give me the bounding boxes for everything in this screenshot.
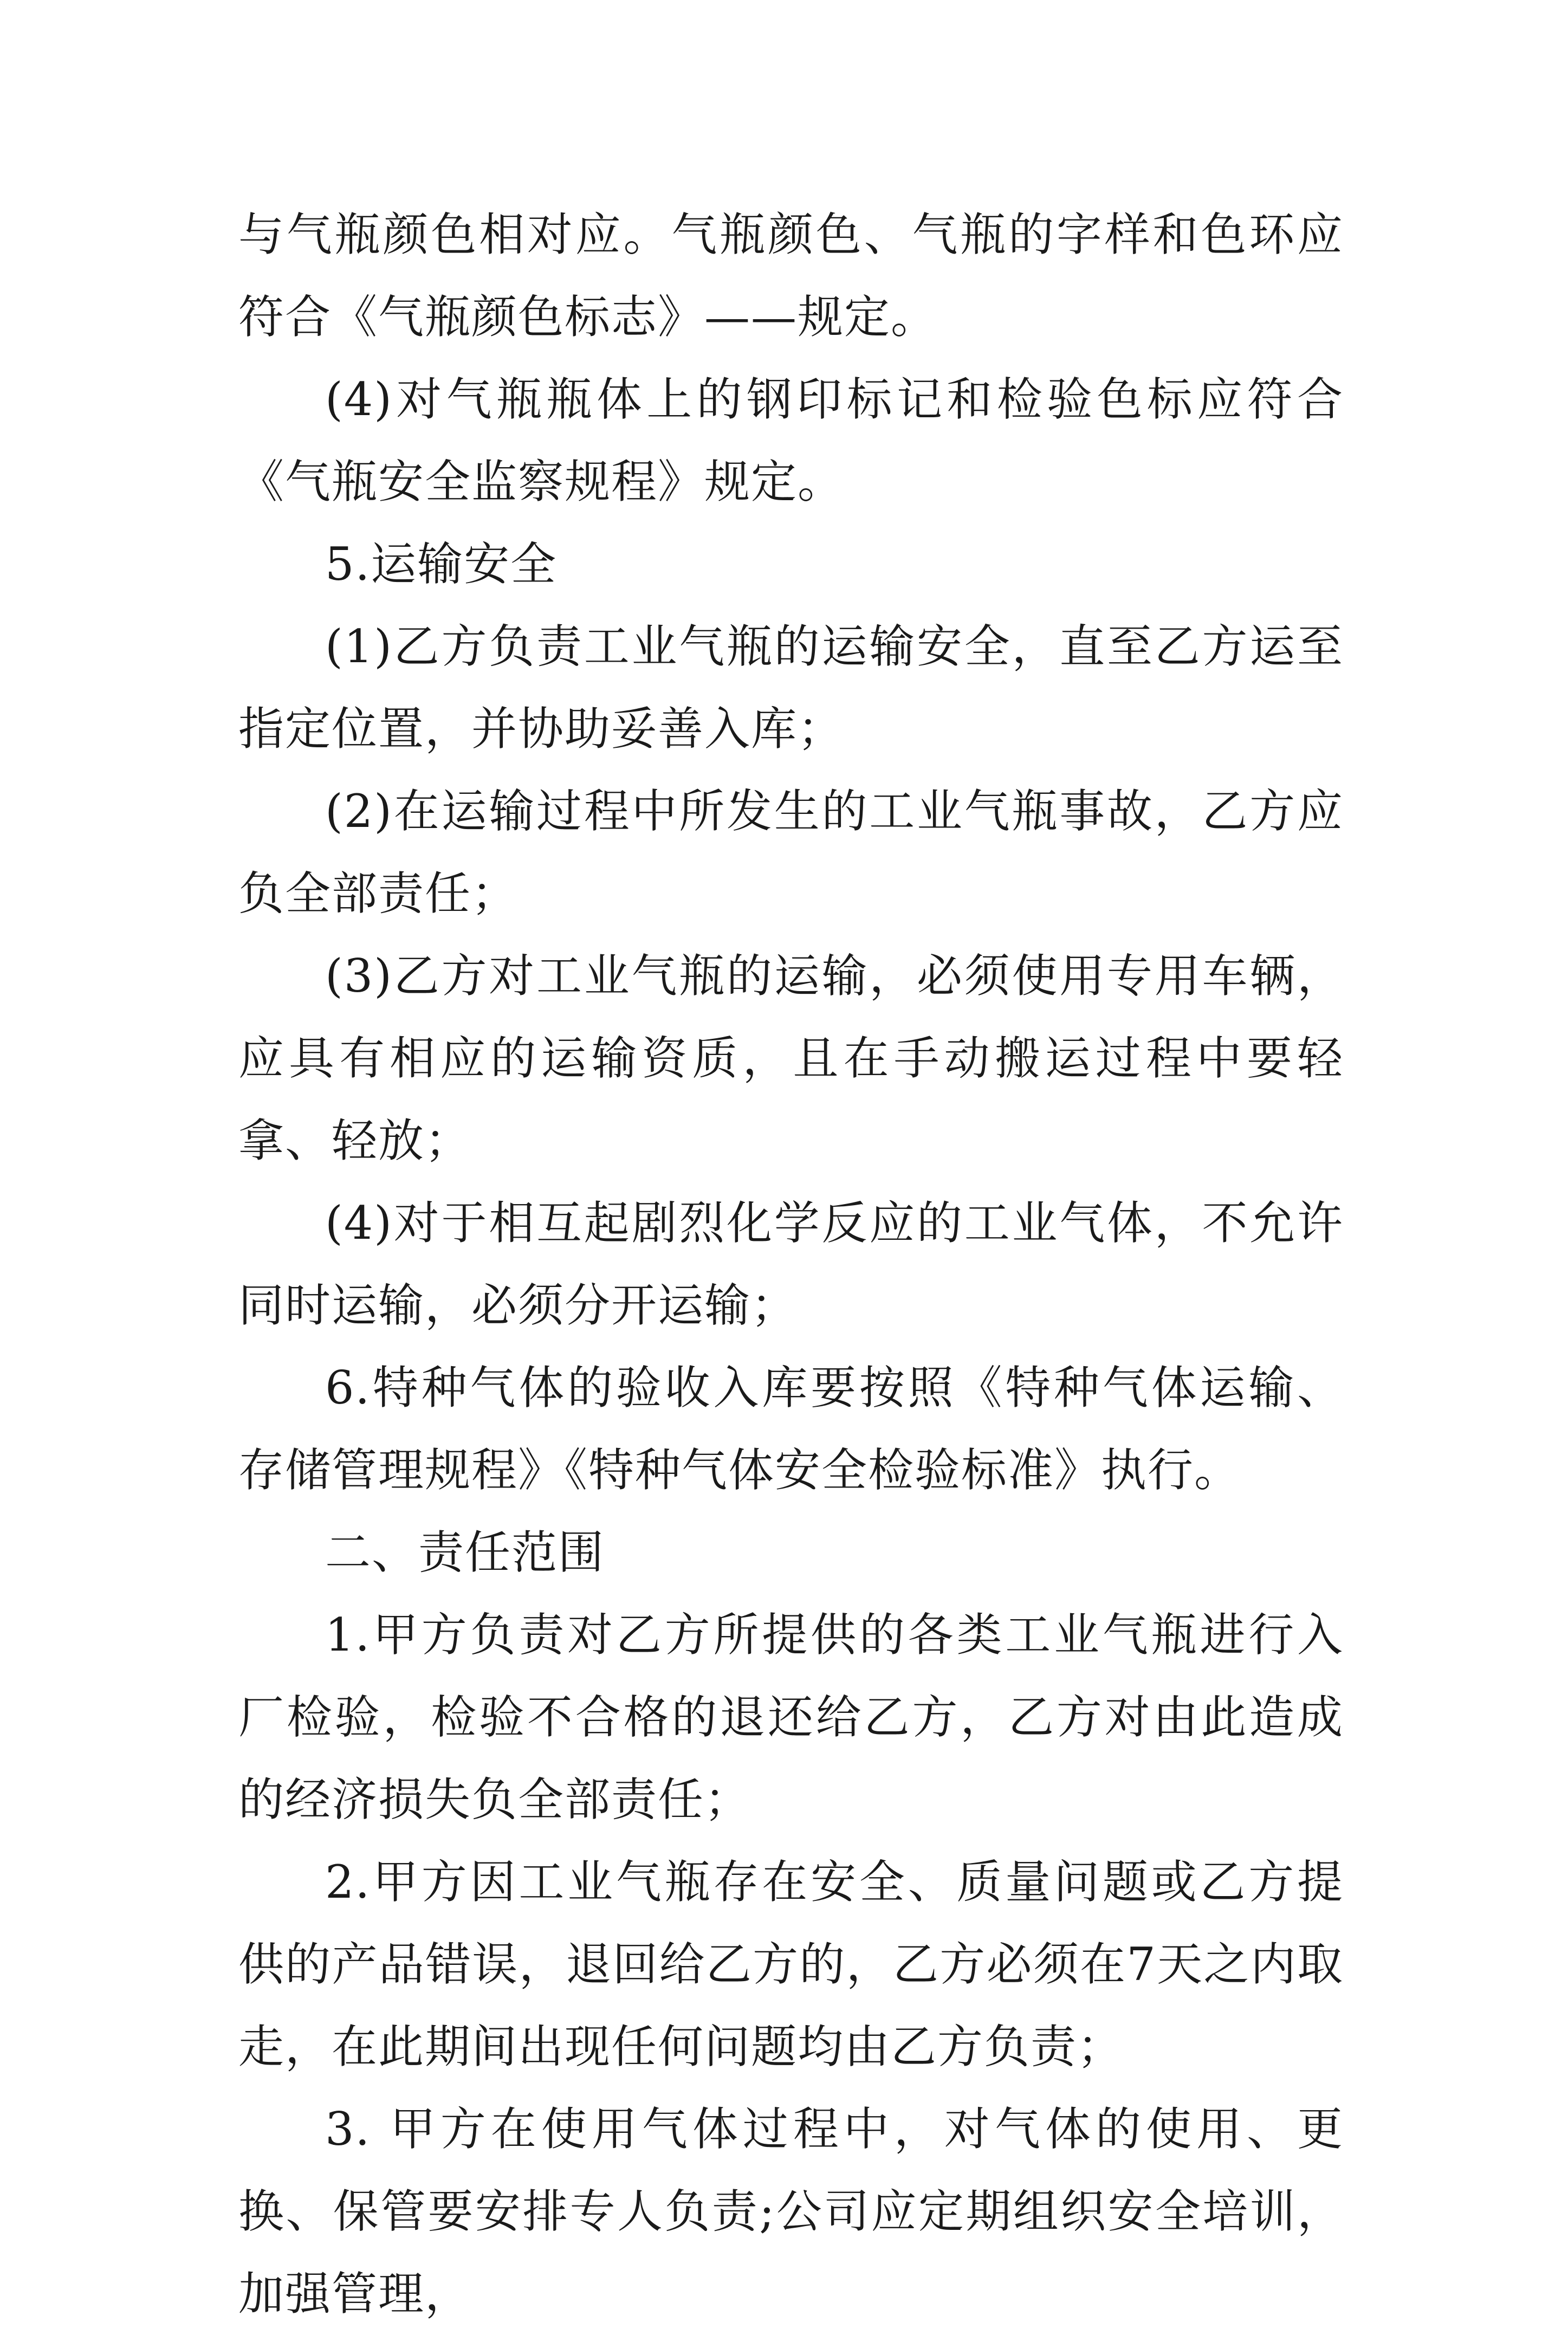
paragraph-item-4-separate: (4)对于相互起剧烈化学反应的工业气体，不允许同时运输，必须分开运输；: [238, 1196, 1344, 1332]
paragraph-item-2-accident: (2)在运输过程中所发生的工业气瓶事故，乙方应负全部责任；: [238, 785, 1344, 920]
section-heading-responsibility: 二、责任范围: [325, 1526, 605, 1579]
section-heading-transport-safety: 5.运输安全: [325, 538, 558, 591]
paragraph-item-4-steel-mark: (4)对气瓶瓶体上的钢印标记和检验色标应符合《气瓶安全监察规程》规定。: [238, 373, 1344, 508]
paragraph-special-gas: 6.特种气体的验收入库要按照《特种气体运输、存储管理规程》《特种气体安全检验标准》执行。: [238, 1361, 1344, 1497]
paragraph-item-3-vehicle: (3)乙方对工业气瓶的运输，必须使用专用车辆，应具有相应的运输资质，且在手动搬运过程中要轻拿、轻放；: [238, 949, 1344, 1167]
paragraph-item-1-transport: (1)乙方负责工业气瓶的运输安全，直至乙方运至指定位置，并协助妥善入库；: [238, 620, 1344, 755]
paragraph-resp-1: 1.甲方负责对乙方所提供的各类工业气瓶进行入厂检验，检验不合格的退还给乙方，乙方对由此造成的经济损失负全部责任；: [238, 1608, 1344, 1826]
paragraph-resp-2: 2.甲方因工业气瓶存在安全、质量问题或乙方提供的产品错误，退回给乙方的，乙方必须在7天之内取走，在此期间出现任何问题均由乙方负责；: [238, 1855, 1344, 2073]
paragraph-resp-3: 3. 甲方在使用气体过程中，对气体的使用、更换、保管要安排专人负责;公司应定期组织安全培训，加强管理，: [238, 2103, 1344, 2320]
paragraph-continuation: 与气瓶颜色相对应。气瓶颜色、气瓶的字样和色环应符合《气瓶颜色标志》——规定。: [238, 208, 1344, 344]
body-text: [238, 193, 1344, 2335]
